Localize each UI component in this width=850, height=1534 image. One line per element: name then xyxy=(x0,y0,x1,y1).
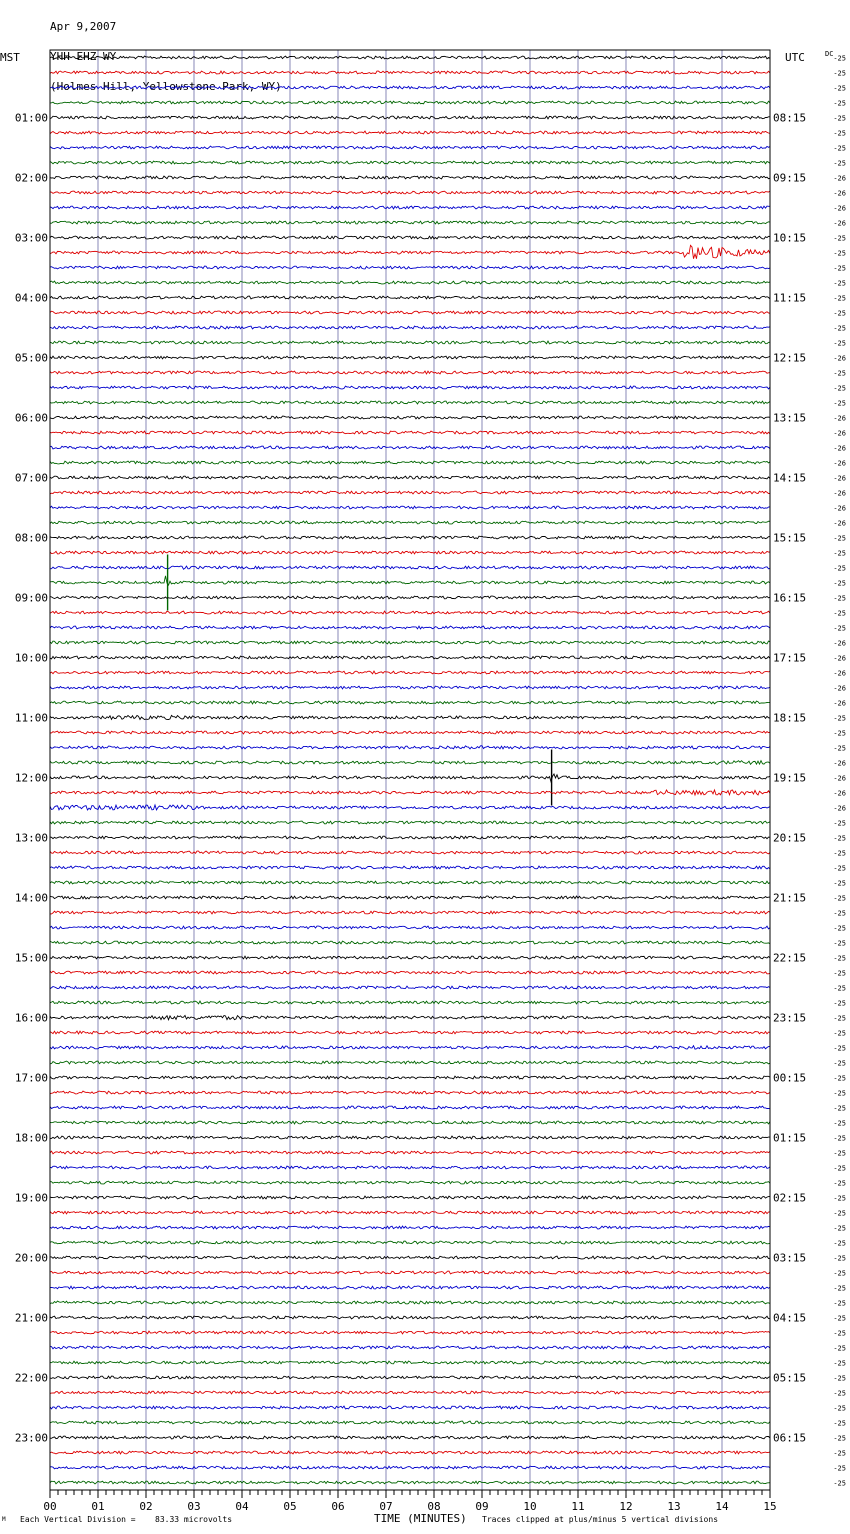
seismic-trace xyxy=(50,1076,770,1079)
trace-offset-label: -25 xyxy=(833,624,846,633)
seismic-trace xyxy=(50,341,770,344)
seismic-trace xyxy=(50,566,770,569)
trace-offset-label: -25 xyxy=(833,1014,846,1023)
corner-mark: M xyxy=(2,1516,6,1523)
seismic-trace xyxy=(50,941,770,944)
seismic-trace xyxy=(50,926,770,929)
trace-offset-label: -25 xyxy=(833,1074,846,1083)
seismic-trace xyxy=(50,731,770,734)
trace-offset-label: -25 xyxy=(833,924,846,933)
trace-offset-label: -25 xyxy=(833,1029,846,1038)
trace-offset-label: -25 xyxy=(833,159,846,168)
trace-offset-label: -25 xyxy=(833,1449,846,1458)
x-tick-label: 05 xyxy=(283,1500,297,1513)
x-tick-label: 10 xyxy=(523,1500,537,1513)
trace-offset-label: -26 xyxy=(833,654,846,663)
trace-offset-label: -25 xyxy=(833,819,846,828)
seismic-trace xyxy=(50,851,770,854)
seismic-trace xyxy=(50,446,770,449)
seismic-trace xyxy=(50,1481,770,1484)
trace-offset-label: -25 xyxy=(833,144,846,153)
trace-offset-label: -25 xyxy=(833,249,846,258)
seismic-trace xyxy=(50,1301,770,1304)
x-tick-label: 13 xyxy=(667,1500,681,1513)
trace-offset-label: -25 xyxy=(833,1329,846,1338)
seismic-trace xyxy=(50,641,770,644)
seismic-trace xyxy=(50,131,770,134)
seismic-trace xyxy=(50,1136,770,1139)
seismic-trace xyxy=(50,236,770,239)
x-tick-label: 11 xyxy=(571,1500,585,1513)
trace-offset-label: -25 xyxy=(833,1209,846,1218)
trace-offset-label: -25 xyxy=(833,1179,846,1188)
left-hour-label: 20:00 xyxy=(14,1251,48,1265)
seismic-trace xyxy=(50,1466,770,1469)
right-hour-label: 10:15 xyxy=(773,231,807,245)
trace-offset-label: -26 xyxy=(833,459,846,468)
left-hour-label: 22:00 xyxy=(14,1371,48,1385)
seismic-trace xyxy=(50,386,770,389)
seismic-trace xyxy=(50,536,770,539)
seismic-trace xyxy=(50,881,770,884)
x-tick-label: 12 xyxy=(619,1500,633,1513)
right-hour-label: 02:15 xyxy=(773,1191,807,1205)
left-hour-label: 16:00 xyxy=(14,1011,48,1025)
seismic-trace xyxy=(50,191,770,194)
left-hour-label: 14:00 xyxy=(14,891,48,905)
trace-offset-label: -25 xyxy=(833,1479,846,1488)
seismic-trace xyxy=(50,1121,770,1124)
seismic-trace xyxy=(50,281,770,284)
right-hour-label: 20:15 xyxy=(773,831,807,845)
trace-offset-label: -25 xyxy=(833,939,846,948)
chart-date: Apr 9,2007 xyxy=(50,20,117,33)
right-hour-label: 05:15 xyxy=(773,1371,807,1385)
seismic-trace xyxy=(50,101,770,104)
seismic-trace xyxy=(50,596,770,599)
seismic-trace xyxy=(50,790,770,795)
right-hour-label: 16:15 xyxy=(773,591,807,605)
trace-offset-label: -25 xyxy=(833,1299,846,1308)
x-tick-label: 08 xyxy=(427,1500,441,1513)
trace-offset-label: -25 xyxy=(833,864,846,873)
seismic-trace xyxy=(50,1271,770,1274)
left-hour-label: 18:00 xyxy=(14,1131,48,1145)
left-hour-label: 13:00 xyxy=(14,831,48,845)
trace-offset-label: -25 xyxy=(833,324,846,333)
right-hour-label: 15:15 xyxy=(773,531,807,545)
trace-offset-label: -25 xyxy=(833,84,846,93)
trace-offset-label: -25 xyxy=(833,564,846,573)
trace-offset-label: -26 xyxy=(833,504,846,513)
seismic-trace xyxy=(50,56,770,59)
seismic-trace xyxy=(50,956,770,959)
trace-offset-label: -25 xyxy=(833,1269,846,1278)
seismic-trace xyxy=(50,206,770,209)
seismic-trace xyxy=(50,1061,770,1064)
trace-offset-label: -25 xyxy=(833,549,846,558)
seismic-trace xyxy=(50,761,770,765)
trace-offset-label: -25 xyxy=(833,339,846,348)
seismic-trace xyxy=(50,476,770,479)
scale-value: 83.33 microvolts xyxy=(155,1515,233,1524)
trace-offset-label: -25 xyxy=(833,1239,846,1248)
trace-offset-label: -25 xyxy=(833,114,846,123)
seismic-trace xyxy=(50,431,770,434)
left-hour-label: 08:00 xyxy=(14,531,48,545)
trace-offset-label: -25 xyxy=(833,1224,846,1233)
left-hour-label: 06:00 xyxy=(14,411,48,425)
trace-offset-label: -25 xyxy=(833,399,846,408)
trace-offset-label: -25 xyxy=(833,1359,846,1368)
seismic-trace xyxy=(50,1211,770,1214)
seismic-trace xyxy=(50,1106,770,1109)
trace-offset-label: -26 xyxy=(833,429,846,438)
trace-offset-label: -25 xyxy=(833,384,846,393)
right-hour-label: 06:15 xyxy=(773,1431,807,1445)
right-hour-label: 11:15 xyxy=(773,291,807,305)
x-tick-label: 01 xyxy=(91,1500,105,1513)
right-hour-label: 21:15 xyxy=(773,891,807,905)
trace-offset-label: -25 xyxy=(833,594,846,603)
left-hour-label: 11:00 xyxy=(14,711,48,725)
trace-offset-label: -25 xyxy=(833,954,846,963)
trace-offset-label: -25 xyxy=(833,1089,846,1098)
right-hour-label: 04:15 xyxy=(773,1311,807,1325)
seismic-trace xyxy=(50,821,770,824)
seismic-trace xyxy=(50,686,770,689)
trace-offset-label: -25 xyxy=(833,894,846,903)
seismic-trace xyxy=(50,611,770,614)
seismic-trace xyxy=(50,416,770,419)
seismic-trace xyxy=(50,491,770,494)
seismic-trace xyxy=(50,1091,770,1094)
trace-offset-label: -26 xyxy=(833,789,846,798)
trace-offset-label: -25 xyxy=(833,879,846,888)
seismic-trace xyxy=(50,576,770,585)
trace-offset-label: -25 xyxy=(833,744,846,753)
seismic-trace xyxy=(50,1181,770,1184)
trace-offset-label: -26 xyxy=(833,639,846,648)
seismic-trace xyxy=(50,1331,770,1334)
trace-offset-label: -25 xyxy=(833,1419,846,1428)
left-hour-label: 07:00 xyxy=(14,471,48,485)
x-tick-label: 09 xyxy=(475,1500,489,1513)
right-hour-label: 09:15 xyxy=(773,171,807,185)
trace-offset-label: -26 xyxy=(833,219,846,228)
x-tick-label: 03 xyxy=(187,1500,201,1513)
seismic-trace xyxy=(50,245,770,258)
trace-offset-label: -25 xyxy=(833,69,846,78)
seismic-trace xyxy=(50,551,770,554)
seismic-trace xyxy=(50,701,770,704)
seismic-trace xyxy=(50,715,770,719)
x-tick-label: 04 xyxy=(235,1500,249,1513)
seismic-trace xyxy=(50,161,770,164)
seismic-trace xyxy=(50,521,770,524)
trace-offset-label: -25 xyxy=(833,294,846,303)
trace-offset-label: -25 xyxy=(833,534,846,543)
seismic-trace xyxy=(50,971,770,974)
seismic-trace xyxy=(50,506,770,509)
trace-offset-label: -26 xyxy=(833,699,846,708)
left-hour-label: 19:00 xyxy=(14,1191,48,1205)
x-axis-title: TIME (MINUTES) xyxy=(374,1512,467,1525)
seismic-trace xyxy=(50,266,770,269)
seismic-trace xyxy=(50,1436,770,1439)
seismic-trace xyxy=(50,746,770,749)
seismic-trace xyxy=(50,461,770,464)
station-location: (Holmes Hill, Yellowstone Park, WY) xyxy=(50,80,282,93)
right-hour-label: 19:15 xyxy=(773,771,807,785)
seismic-trace xyxy=(50,1406,770,1409)
trace-offset-label: -25 xyxy=(833,849,846,858)
seismic-trace xyxy=(50,86,770,89)
left-hour-label: 10:00 xyxy=(14,651,48,665)
seismic-trace xyxy=(50,326,770,329)
trace-offset-label: -26 xyxy=(833,489,846,498)
seismic-trace xyxy=(50,1166,770,1169)
seismic-trace xyxy=(50,116,770,119)
trace-offset-label: -25 xyxy=(833,909,846,918)
trace-offset-label: -25 xyxy=(833,999,846,1008)
seismic-trace xyxy=(50,896,770,899)
trace-offset-label: -26 xyxy=(833,774,846,783)
trace-offset-label: -26 xyxy=(833,474,846,483)
seismic-trace xyxy=(50,1391,770,1394)
trace-offset-label: -25 xyxy=(833,1104,846,1113)
seismic-trace xyxy=(50,1001,770,1004)
scale-prefix: Each Vertical Division = xyxy=(20,1515,136,1524)
trace-offset-label: -25 xyxy=(833,984,846,993)
trace-offset-label: -25 xyxy=(833,1284,846,1293)
seismic-trace xyxy=(50,626,770,629)
trace-offset-label: -25 xyxy=(833,1314,846,1323)
left-hour-label: 01:00 xyxy=(14,111,48,125)
seismic-trace xyxy=(50,371,770,374)
left-hour-label: 12:00 xyxy=(14,771,48,785)
seismic-trace xyxy=(50,1346,770,1349)
right-hour-label: 12:15 xyxy=(773,351,807,365)
seismic-trace xyxy=(50,774,770,782)
right-hour-label: 08:15 xyxy=(773,111,807,125)
trace-offset-label: -26 xyxy=(833,414,846,423)
trace-offset-label: -25 xyxy=(833,1344,846,1353)
right-hour-label: 00:15 xyxy=(773,1071,807,1085)
seismic-trace xyxy=(50,1256,770,1259)
trace-offset-label: -25 xyxy=(833,729,846,738)
x-tick-label: 02 xyxy=(139,1500,153,1513)
clip-note: Traces clipped at plus/minus 5 vertical divisions xyxy=(482,1515,719,1524)
trace-offset-label: -26 xyxy=(833,519,846,528)
trace-offset-label: -26 xyxy=(833,669,846,678)
seismic-trace xyxy=(50,836,770,839)
seismic-trace xyxy=(50,1286,770,1289)
seismic-trace xyxy=(50,1016,770,1020)
trace-offset-label: -25 xyxy=(833,1254,846,1263)
x-tick-label: 14 xyxy=(715,1500,729,1513)
left-hour-label: 05:00 xyxy=(14,351,48,365)
trace-offset-label: -25 xyxy=(833,234,846,243)
trace-offset-label: -25 xyxy=(833,99,846,108)
seismic-trace xyxy=(50,296,770,299)
seismic-trace xyxy=(50,311,770,314)
seismic-trace xyxy=(50,866,770,869)
trace-offset-label: -25 xyxy=(833,1134,846,1143)
trace-offset-label: -26 xyxy=(833,684,846,693)
seismic-trace xyxy=(50,1046,770,1049)
trace-offset-label: -26 xyxy=(833,189,846,198)
seismic-trace xyxy=(50,1241,770,1244)
trace-offset-label: -25 xyxy=(833,1149,846,1158)
trace-offset-label: -25 xyxy=(833,54,846,63)
right-hour-label: 01:15 xyxy=(773,1131,807,1145)
seismic-trace xyxy=(50,1361,770,1364)
seismic-trace xyxy=(50,671,770,674)
seismic-trace xyxy=(50,1376,770,1379)
seismic-trace xyxy=(50,221,770,224)
station-code: YHH EHZ WY xyxy=(50,50,117,63)
trace-offset-label: -25 xyxy=(833,1374,846,1383)
seismic-trace xyxy=(50,1226,770,1229)
right-hour-label: 23:15 xyxy=(773,1011,807,1025)
trace-offset-label: -26 xyxy=(833,804,846,813)
seismic-trace xyxy=(50,356,770,359)
x-tick-label: 15 xyxy=(763,1500,777,1513)
trace-offset-label: -25 xyxy=(833,579,846,588)
trace-offset-label: -25 xyxy=(833,1464,846,1473)
right-hour-label: 13:15 xyxy=(773,411,807,425)
x-tick-label: 07 xyxy=(379,1500,393,1513)
trace-offset-label: -25 xyxy=(833,1389,846,1398)
seismic-trace xyxy=(50,986,770,989)
trace-offset-label: -25 xyxy=(833,1404,846,1413)
left-hour-label: 03:00 xyxy=(14,231,48,245)
trace-offset-label: -25 xyxy=(833,609,846,618)
trace-offset-label: -26 xyxy=(833,204,846,213)
trace-offset-label: -25 xyxy=(833,309,846,318)
seismic-trace xyxy=(50,1151,770,1154)
seismic-trace xyxy=(50,1316,770,1319)
right-hour-label: 17:15 xyxy=(773,651,807,665)
trace-offset-label: -25 xyxy=(833,834,846,843)
left-hour-label: 02:00 xyxy=(14,171,48,185)
seismic-trace xyxy=(50,1031,770,1034)
dc-label: DC xyxy=(825,50,834,58)
trace-offset-label: -25 xyxy=(833,129,846,138)
left-hour-label: 15:00 xyxy=(14,951,48,965)
right-hour-label: 18:15 xyxy=(773,711,807,725)
left-timezone-label: MST xyxy=(0,51,20,64)
seismic-trace xyxy=(50,1451,770,1454)
trace-offset-label: -25 xyxy=(833,279,846,288)
left-hour-label: 09:00 xyxy=(14,591,48,605)
seismic-trace xyxy=(50,401,770,404)
trace-offset-label: -25 xyxy=(833,714,846,723)
right-hour-label: 22:15 xyxy=(773,951,807,965)
trace-offset-label: -25 xyxy=(833,1434,846,1443)
right-hour-label: 03:15 xyxy=(773,1251,807,1265)
seismic-trace xyxy=(50,71,770,74)
left-hour-label: 21:00 xyxy=(14,1311,48,1325)
trace-offset-label: -26 xyxy=(833,444,846,453)
x-tick-label: 00 xyxy=(43,1500,57,1513)
trace-offset-label: -25 xyxy=(833,369,846,378)
trace-offset-label: -26 xyxy=(833,759,846,768)
right-timezone-label: UTC xyxy=(785,51,805,64)
trace-offset-label: -25 xyxy=(833,1164,846,1173)
seismic-trace xyxy=(50,656,770,659)
trace-offset-label: -25 xyxy=(833,1059,846,1068)
x-tick-label: 06 xyxy=(331,1500,345,1513)
trace-offset-label: -25 xyxy=(833,1044,846,1053)
seismic-trace xyxy=(50,146,770,149)
seismic-trace xyxy=(50,805,770,810)
trace-offset-label: -26 xyxy=(833,174,846,183)
left-hour-label: 17:00 xyxy=(14,1071,48,1085)
left-hour-label: 23:00 xyxy=(14,1431,48,1445)
seismic-trace xyxy=(50,1196,770,1199)
trace-offset-label: -26 xyxy=(833,354,846,363)
trace-offset-label: -25 xyxy=(833,1194,846,1203)
left-hour-label: 04:00 xyxy=(14,291,48,305)
trace-offset-label: -25 xyxy=(833,264,846,273)
seismic-trace xyxy=(50,1421,770,1424)
trace-offset-label: -25 xyxy=(833,969,846,978)
seismic-trace xyxy=(50,911,770,914)
seismic-trace xyxy=(50,176,770,179)
trace-offset-label: -25 xyxy=(833,1119,846,1128)
right-hour-label: 14:15 xyxy=(773,471,807,485)
